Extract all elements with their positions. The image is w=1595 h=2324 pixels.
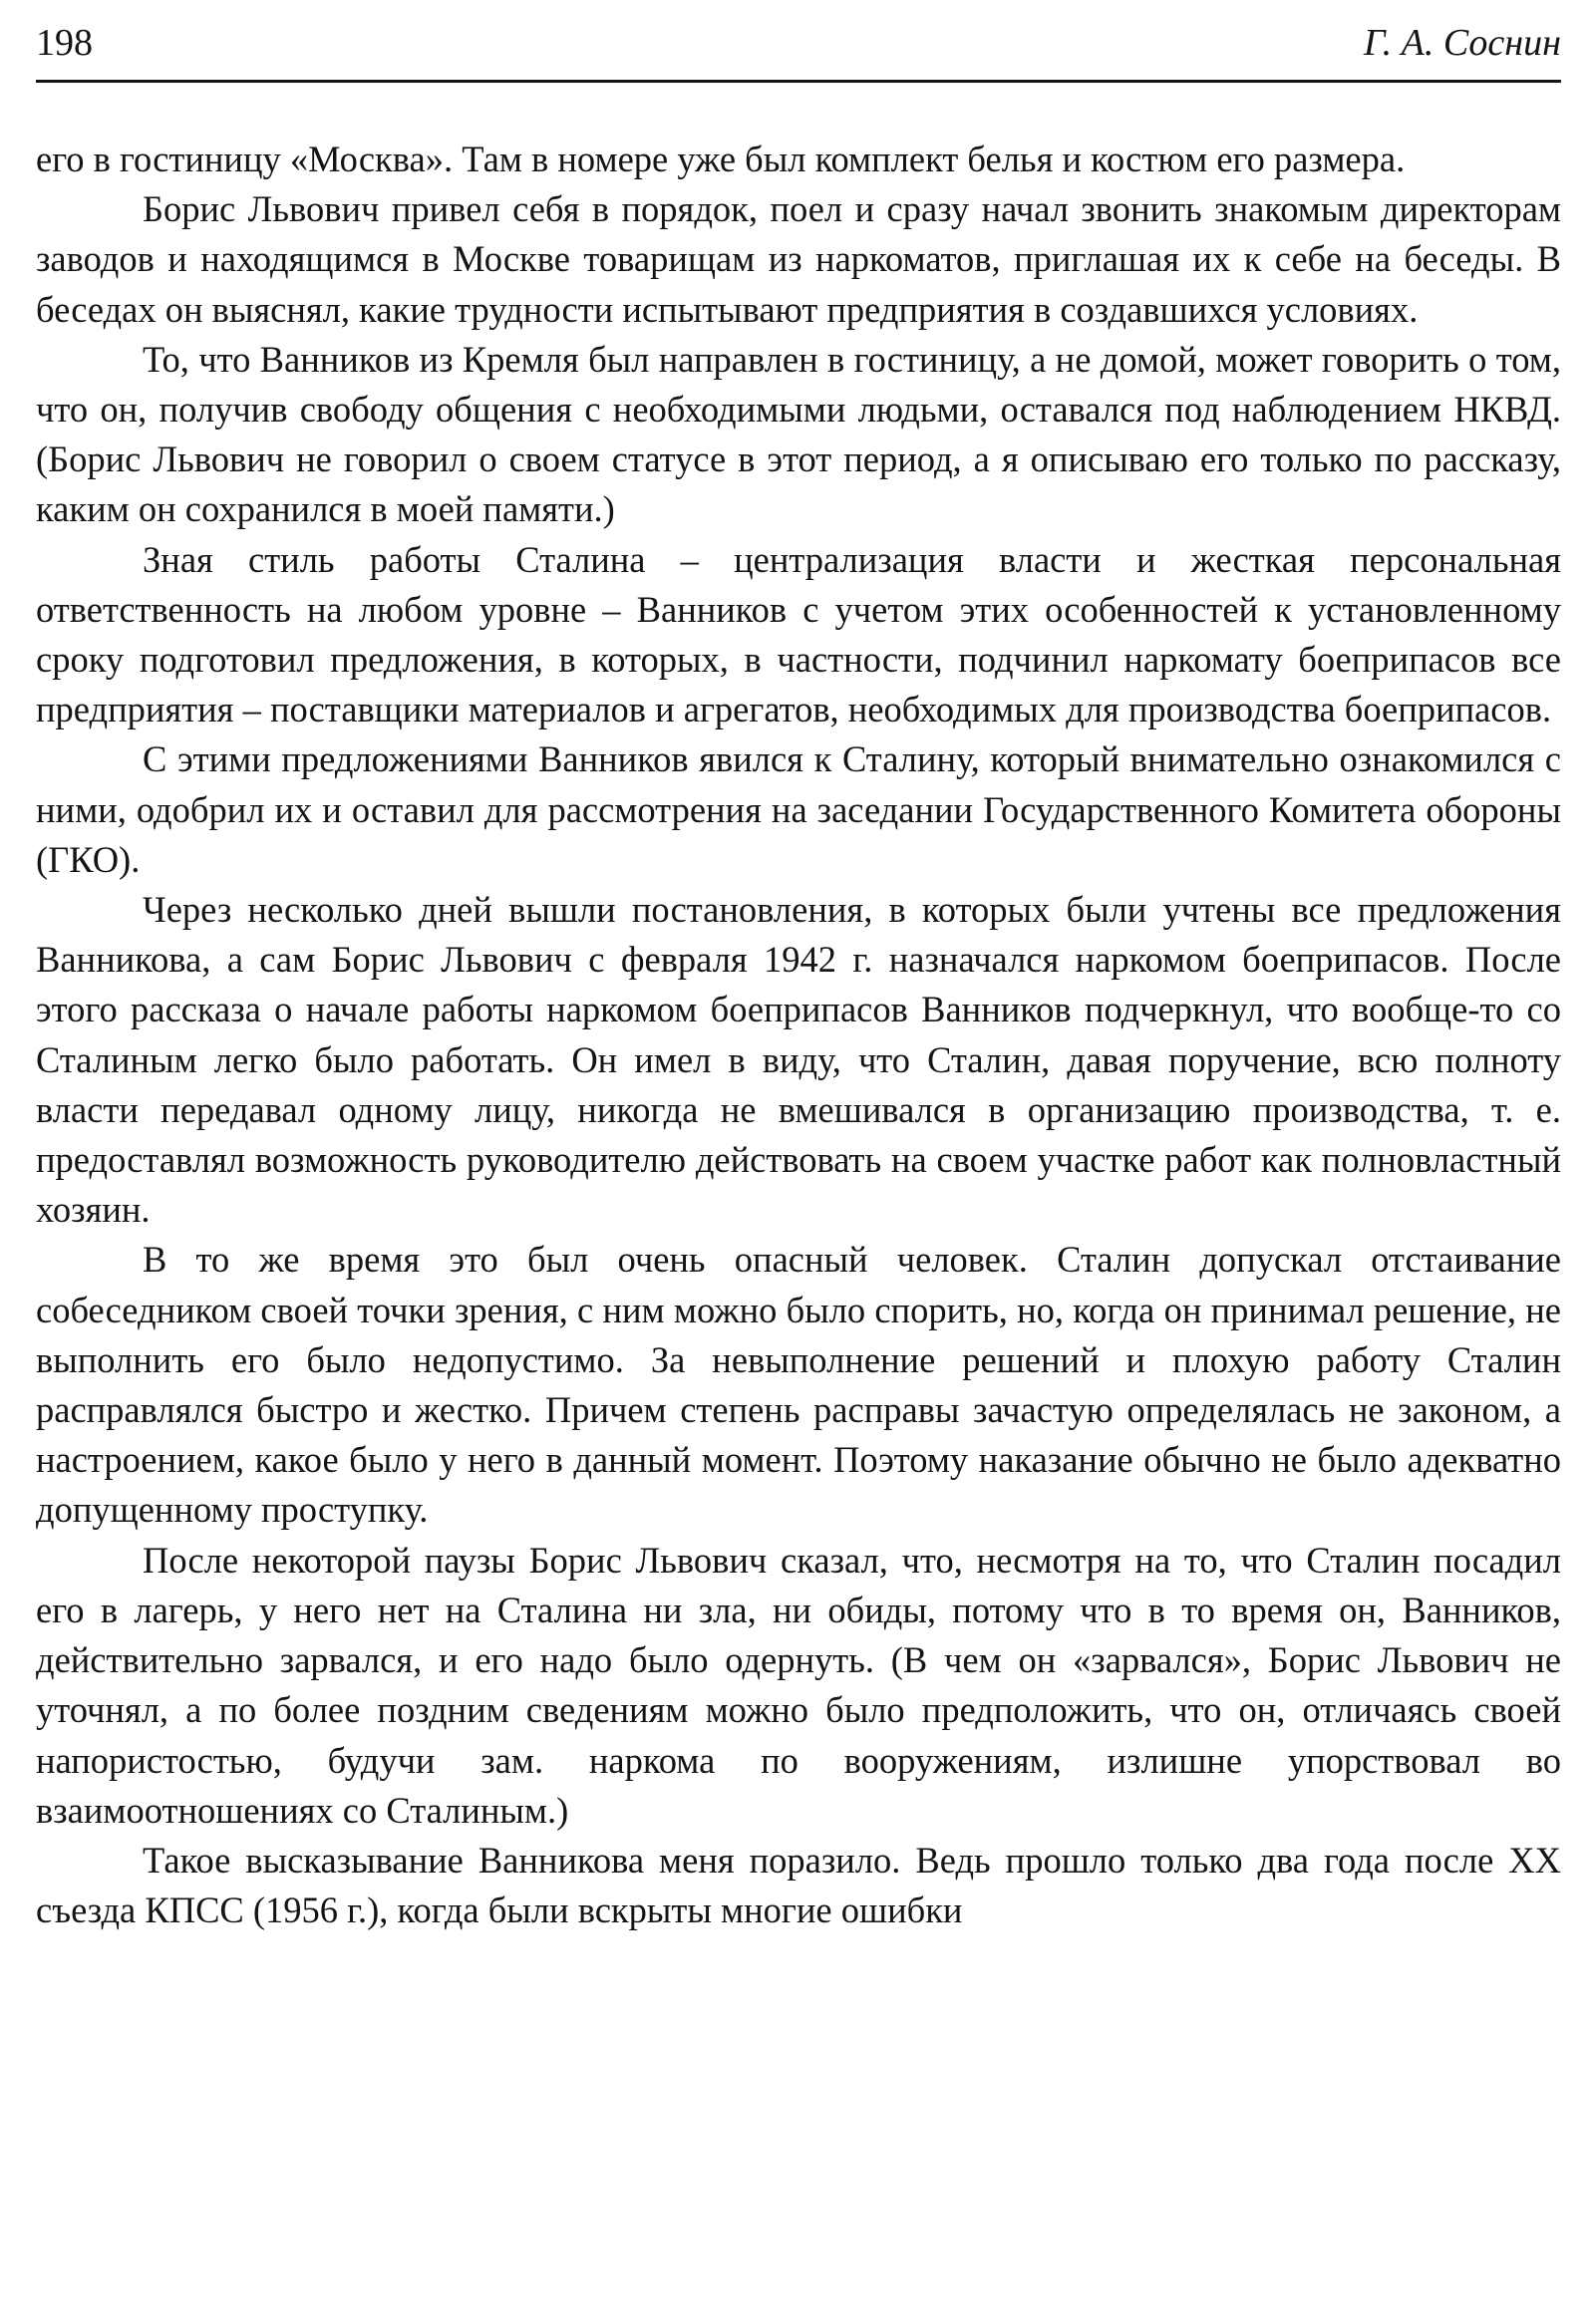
paragraph: Борис Львович привел себя в порядок, поел и сразу начал звонить знакомым директорам заводов и находящимся в Москве товарищам из наркоматов, приглашая их к себе на беседы. В беседах он выяснял, какие трудности испытывают предприятия в создавшихся условиях.: [36, 188, 1561, 330]
running-head-author: Г. А. Соснин: [1363, 22, 1561, 64]
paragraph: В то же время это был очень опасный человек. Сталин допускал отстаивание собеседником своей точки зрения, с ним можно было спорить, но, когда он принимал решение, не выполнить его было недопустимо. За невыполнение решений и плохую работу Сталин расправлялся быстро и жестко. Причем степень расправы зачастую определялась не законом, а настроением, какое было у него в данный момент. Поэтому наказание обычно не было адекватно допущенному проступку.: [36, 1239, 1561, 1531]
paragraph: С этими предложениями Ванников явился к Сталину, который внимательно ознакомился с ними, одобрил их и оставил для рассмотрения на заседании Государственного Комитета обороны (ГКО).: [36, 738, 1561, 880]
paragraph: После некоторой паузы Борис Львович сказал, что, несмотря на то, что Сталин посадил его в лагерь, у него нет на Сталина ни зла, ни обиды, потому что в то время он, Ванников, действительно зарвался, и его надо было одернуть. (В чем он «зарвался», Борис Львович не уточнял, а по более поздним сведениям можно было предположить, что он, отличаясь своей напористостью, будучи зам. наркома по вооружениям, излишне упорствовал во взаимоотношениях со Сталиным.): [36, 1539, 1561, 1831]
paragraph: То, что Ванников из Кремля был направлен в гостиницу, а не домой, может говорить о том, что он, получив свободу общения с необходимыми людьми, оставался под наблюдением НКВД. (Борис Львович не говорил о своем статусе в этот период, а я описываю его только по рассказу, каким он сохранился в моей памяти.): [36, 338, 1561, 530]
paragraph: Через несколько дней вышли постановления, в которых были учтены все предложения Ванникова, а сам Борис Львович с февраля 1942 г. назначался наркомом боеприпасов. После этого рассказа о начале работы наркомом боеприпасов Ванников подчеркнул, что вообще-то со Сталиным легко было работать. Он имел в виду, что Сталин, давая поручение, всю полноту власти передавал одному лицу, никогда не вмешивался в организацию производства, т. е. предоставлял возможность руководителю действовать на своем участке работ как полновластный хозяин.: [36, 889, 1561, 1231]
paragraph: Зная стиль работы Сталина – централизация власти и жесткая персональная ответственность на любом уровне – Ванников с учетом этих особенностей к установленному сроку подготовил предложения, в которых, в частности, подчинил наркомату боеприпасов все предприятия – поставщики материалов и агрегатов, необходимых для производства боеприпасов.: [36, 538, 1561, 730]
paragraph-continued: его в гостиницу «Москва». Там в номере уже был комплект белья и костюм его размера.: [36, 139, 1406, 179]
page-number: 198: [36, 22, 93, 64]
page-header: [36, 0, 1561, 83]
paragraph: Такое высказывание Ванникова меня поразило. Ведь прошло только два года после XX съезда КПСС (1956 г.), когда были вскрыты многие ошибки: [36, 1839, 1561, 1931]
book-page: [36, 0, 1561, 1935]
body-text: [36, 135, 1561, 1935]
